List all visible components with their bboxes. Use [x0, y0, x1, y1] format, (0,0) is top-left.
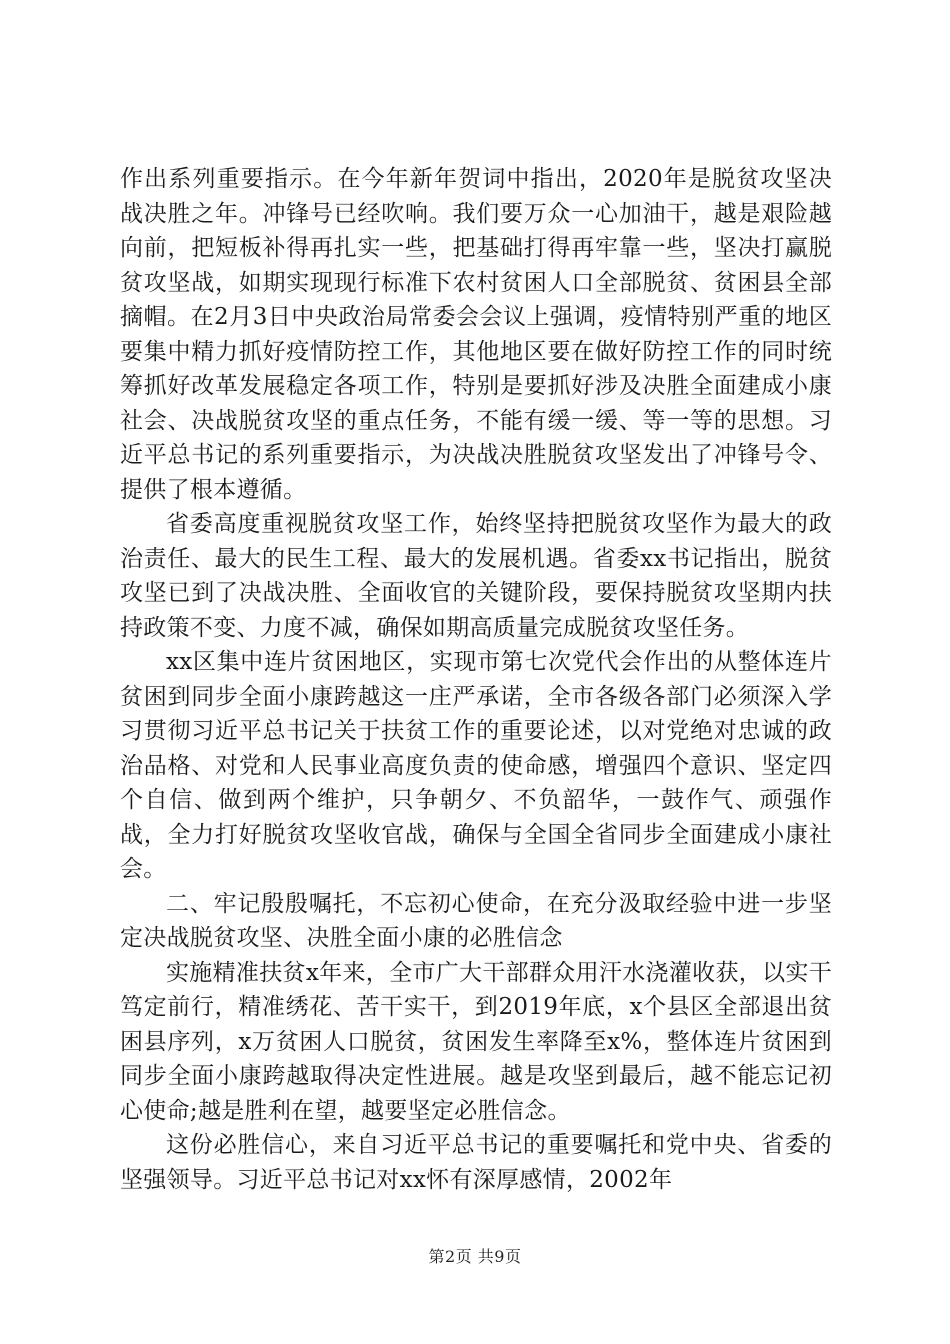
paragraph-confidence: 这份必胜信心，来自习近平总书记的重要嘱托和党中央、省委的坚强领导。习近平总书记对xx怀有深厚感情，2002年 — [120, 1132, 832, 1193]
paragraph-provincial-committee: 省委高度重视脱贫攻坚工作，始终坚持把脱贫攻坚作为最大的政治责任、最大的民生工程、最大的发展机遇。省委xx书记指出，脱贫攻坚已到了决战决胜、全面收官的关键阶段，要保持脱贫攻坚期内扶持政策不变、力度不减，确保如期高质量完成脱贫攻坚任务。 — [120, 511, 832, 641]
paragraph-precision-poverty: 实施精准扶贫x年来，全市广大干部群众用汗水浇灌收获，以实干笃定前行，精准绣花、苦干实干，到2019年底，x个县区全部退出贫困县序列，x万贫困人口脱贫，贫困发生率降至x%，整体连片贫困到同步全面小康跨越取得决定性进展。越是攻坚到最后，越不能忘记初心使命;越是胜利在望，越要坚定必胜信念。 — [120, 959, 832, 1124]
section-heading: 二、牢记殷殷嘱托，不忘初心使命，在充分汲取经验中进一步坚定决战脱贫攻坚、决胜全面小康的必胜信念 — [120, 890, 832, 951]
paragraph-continuation: 作出系列重要指示。在今年新年贺词中指出，2020年是脱贫攻坚决战决胜之年。冲锋号已经吹响。我们要万众一心加油干，越是艰险越向前，把短板补得再扎实一些，把基础打得再牢靠一些，坚决打赢脱贫攻坚战，如期实现现行标准下农村贫困人口全部脱贫、贫困县全部摘帽。在2月3日中央政治局常委会会议上强调，疫情特别严重的地区要集中精力抓好疫情防控工作，其他地区要在做好防控工作的同时统筹抓好改革发展稳定各项工作，特别是要抓好涉及决胜全面建成小康社会、决战脱贫攻坚的重点任务，不能有缓一缓、等一等的思想。习近平总书记的系列重要指示，为决战决胜脱贫攻坚发出了冲锋号令、提供了根本遵循。 — [120, 166, 832, 503]
page-number-footer: 第2页 共9页 — [428, 1247, 522, 1266]
body-text — [120, 162, 832, 1197]
paragraph-district: xx区集中连片贫困地区，实现市第七次党代会作出的从整体连片贫困到同步全面小康跨越这一庄严承诺，全市各级各部门必须深入学习贯彻习近平总书记关于扶贫工作的重要论述，以对党绝对忠诚的政治品格、对党和人民事业高度负责的使命感，增强四个意识、坚定四个自信、做到两个维护，只争朝夕、不负韶华，一鼓作气、顽强作战，全力打好脱贫攻坚收官战，确保与全国全省同步全面建成小康社会。 — [120, 649, 832, 882]
